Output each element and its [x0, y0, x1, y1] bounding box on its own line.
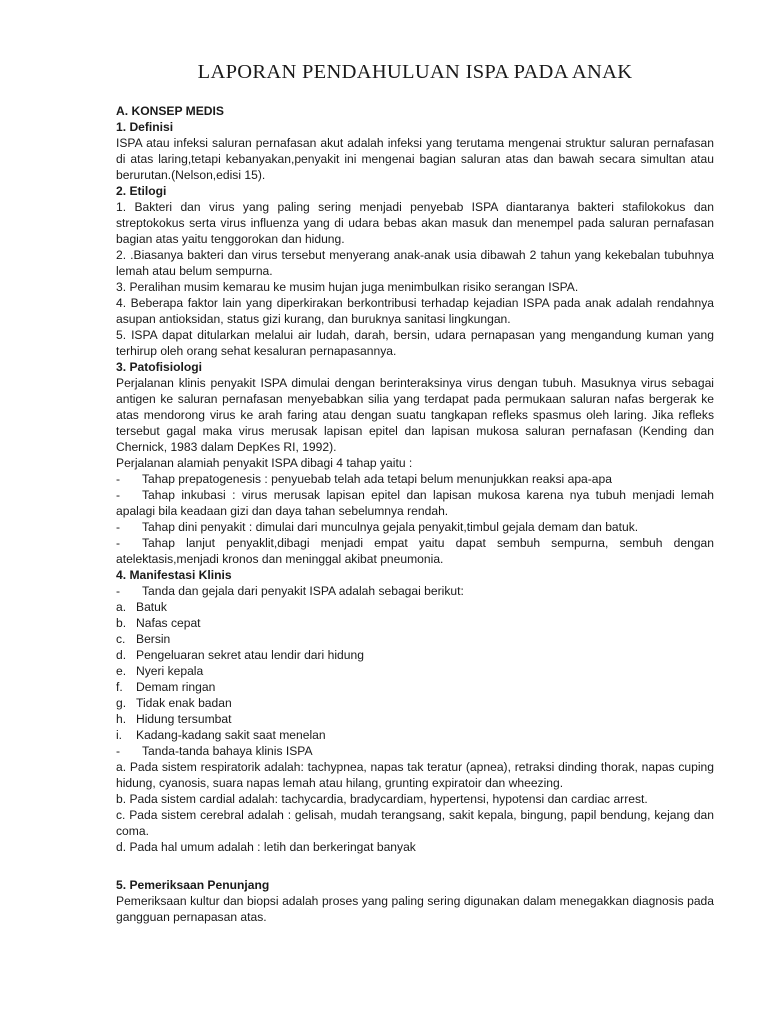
- stage-item: [116, 487, 714, 519]
- danger-intro: - Tanda-tanda bahaya klinis ISPA: [116, 744, 313, 758]
- heading-patofisiologi: 3. Patofisiologi: [116, 360, 203, 374]
- document-title: LAPORAN PENDAHULUAN ISPA PADA ANAK: [197, 61, 633, 83]
- heading-definisi: 1. Definisi: [116, 120, 174, 134]
- spacer: [116, 855, 714, 877]
- etilogi-item-5: 5. ISPA dapat ditularkan melalui air ludah, darah, bersin, udara pernapasan yang mengandung kuman yang terhirup oleh orang sehat kesaluran pernapasannya.: [116, 328, 714, 358]
- list-item: a. Batuk: [116, 600, 167, 614]
- stage-text: Tahap prepatogenesis : penyuebab telah ada tetapi belum menunjukkan reaksi apa-apa: [142, 472, 612, 486]
- dash-bullet: -: [116, 584, 121, 598]
- heading-manifestasi: 4. Manifestasi Klinis: [116, 568, 232, 582]
- dash-bullet: -: [116, 520, 121, 534]
- symptom-intro: - Tanda dan gejala dari penyakit ISPA adalah sebagai berikut:: [116, 584, 464, 598]
- list-item: b. Nafas cepat: [116, 616, 201, 630]
- stage-text: Tahap lanjut penyaklit,dibagi menjadi empat yaitu dapat sembuh sempurna, sembuh dengan atelektasis,menjadi kronos dan meninggal akibat pneumonia.: [116, 536, 714, 566]
- list-item: c. Bersin: [116, 632, 171, 646]
- heading-pemeriksaan: 5. Pemeriksaan Penunjang: [116, 878, 270, 892]
- dash-bullet: -: [116, 488, 121, 502]
- list-item: g. Tidak enak badan: [116, 696, 232, 710]
- etilogi-item-1: 1. Bakteri dan virus yang paling sering menjadi penyebab ISPA diantaranya bakteri stafilokokus dan streptokokus serta virus influenza yang di udara bebas akan masuk dan menempel pada saluran pernafasan bagian atas yaitu tenggorokan dan hidung.: [116, 200, 714, 246]
- stage-text: Tahap inkubasi : virus merusak lapisan epitel dan lapisan mukosa karena nya tubuh menjadi lemah apalagi bila keadaan gizi dan daya tahan sebelumnya rendah.: [116, 488, 714, 518]
- heading-etilogi: 2. Etilogi: [116, 184, 167, 198]
- dash-bullet: -: [116, 536, 121, 550]
- etilogi-item-2: 2. .Biasanya bakteri dan virus tersebut menyerang anak-anak usia dibawah 2 tahun yang kekebalan tubuhnya lemah atau belum sempurna.: [116, 248, 714, 278]
- list-item: f. Demam ringan: [116, 680, 216, 694]
- stage-item: [116, 535, 714, 567]
- section-heading-a: A. KONSEP MEDIS: [116, 104, 224, 118]
- etilogi-item-3: 3. Peralihan musim kemarau ke musim hujan juga menimbulkan risiko serangan ISPA.: [116, 280, 579, 294]
- stage-text: Tahap dini penyakit : dimulai dari munculnya gejala penyakit,timbul gejala demam dan batuk.: [142, 520, 639, 534]
- danger-item-cerebral: c. Pada sistem cerebral adalah : gelisah, mudah terangsang, sakit kepala, bingung, papil bendung, kejang dan coma.: [116, 808, 714, 838]
- list-item: i. Kadang-kadang sakit saat menelan: [116, 728, 326, 742]
- danger-item-cardial: b. Pada sistem cardial adalah: tachycardia, bradycardiam, hypertensi, hypotensi dan cardiac arrest.: [116, 792, 648, 806]
- document-body: [116, 103, 714, 925]
- paragraph-pemeriksaan: Pemeriksaan kultur dan biopsi adalah proses yang paling sering digunakan dalam menegakkan diagnosis pada gangguan pernapasan atas.: [116, 894, 714, 924]
- list-item: d. Pengeluaran sekret atau lendir dari hidung: [116, 648, 364, 662]
- paragraph-patofisiologi: Perjalanan klinis penyakit ISPA dimulai dengan berinteraksinya virus dengan tubuh. Masuknya virus sebagai antigen ke saluran pernafasan menyebabkan silia yang terdapat pada permukaan saluran nafas bergerak ke atas mendorong virus ke arah faring atau dengan suatu tangkapan refleks spasmus oleh laring. Jika refleks tersebut gagal maka virus merusak lapisan epitel dan lapisan mukosa saluran pernafasan (Kending dan Chernick, 1983 dalam DepKes RI, 1992).: [116, 376, 714, 454]
- stage-item: [116, 519, 714, 535]
- list-item: e. Nyeri kepala: [116, 664, 204, 678]
- danger-item-umum: d. Pada hal umum adalah : letih dan berkeringat banyak: [116, 840, 416, 854]
- etilogi-item-4: 4. Beberapa faktor lain yang diperkirakan berkontribusi terhadap kejadian ISPA pada anak adalah rendahnya asupan antioksidan, status gizi kurang, dan buruknya sanitasi lingkungan.: [116, 296, 714, 326]
- danger-item-respiratorik: a. Pada sistem respiratorik adalah: tachypnea, napas tak teratur (apnea), retraksi dinding thorak, napas cuping hidung, cyanosis, suara napas lemah atau hilang, grunting expiratoir dan wheezing.: [116, 760, 714, 790]
- paragraph-definisi: ISPA atau infeksi saluran pernafasan akut adalah infeksi yang terutama mengenai struktur saluran pernafasan di atas laring,tetapi kebanyakan,penyakit ini mengenai bagian saluran atas dan bawah secara simultan atau berurutan.(Nelson,edisi 15).: [116, 136, 714, 182]
- stage-item: [116, 471, 714, 487]
- paragraph-perjalanan: Perjalanan alamiah penyakit ISPA dibagi 4 tahap yaitu :: [116, 456, 413, 470]
- dash-bullet: -: [116, 744, 121, 758]
- list-item: h. Hidung tersumbat: [116, 712, 232, 726]
- dash-bullet: -: [116, 472, 121, 486]
